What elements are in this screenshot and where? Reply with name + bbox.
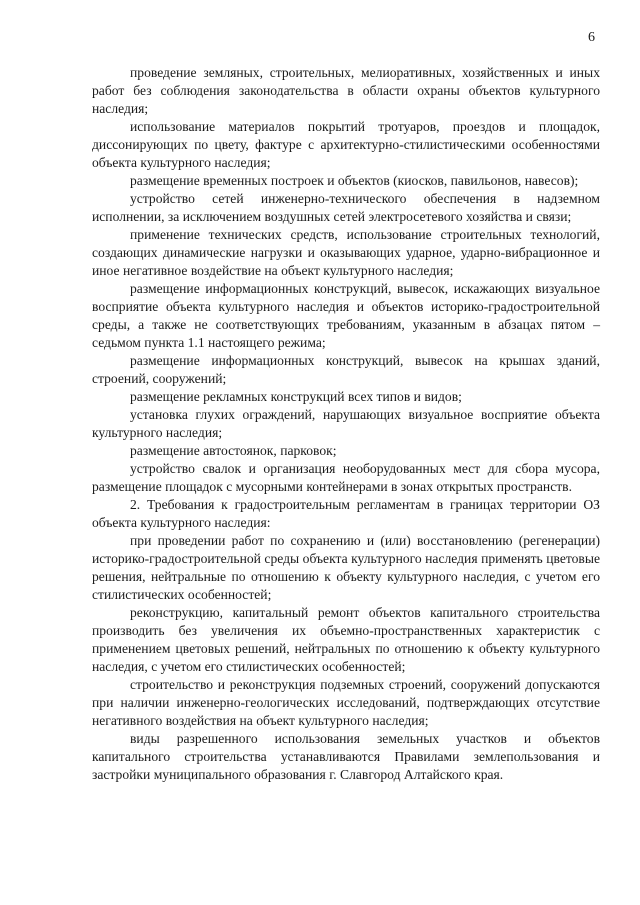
paragraph: применение технических средств, использование строительных технологий, создающих динамические нагрузки и оказывающих ударное, ударно-вибрационное и иное негативное воздействие на объект культурного наследия;: [92, 227, 600, 278]
page-number: 6: [588, 30, 595, 45]
paragraph: размещение информационных конструкций, вывесок, искажающих визуальное восприятие объекта культурного наследия и объектов историко-градостроительной среды, а также не соответствующих требованиям, указанным в абзацах пятом – седьмом пункта 1.1 настоящего режима;: [92, 281, 600, 350]
section-heading: 2. Требования к градостроительным регламентам в границах территории ОЗ объекта культурного наследия:: [92, 497, 600, 530]
paragraph: устройство свалок и организация необорудованных мест для сбора мусора, размещение площадок с мусорными контейнерами в зонах открытых пространств.: [92, 461, 600, 494]
paragraph: виды разрешенного использования земельных участков и объектов капитального строительства устанавливаются Правилами землепользования и застройки муниципального образования г. Славгород Алтайского края.: [92, 731, 600, 782]
paragraph: размещение автостоянок, парковок;: [130, 443, 337, 458]
paragraph: реконструкцию, капитальный ремонт объектов капитального строительства производить без увеличения их объемно-пространственных характеристик с применением цветовых решений, нейтральных по отношению к объекту культурного наследия, с учетом его стилистических особенностей;: [92, 605, 600, 674]
paragraph: использование материалов покрытий тротуаров, проездов и площадок, диссонирующих по цвету, фактуре с архитектурно-стилистическими особенностями объекта культурного наследия;: [92, 119, 600, 170]
paragraph: устройство сетей инженерно-технического обеспечения в надземном исполнении, за исключением воздушных сетей электросетевого хозяйства и связи;: [92, 191, 600, 224]
paragraph: размещение рекламных конструкций всех типов и видов;: [130, 389, 462, 404]
paragraph: при проведении работ по сохранению и (или) восстановлению (регенерации) историко-градостроительной среды объекта культурного наследия применять цветовые решения, нейтральные по отношению к объекту культурного наследия, с учетом его стилистических особенностей;: [92, 533, 600, 602]
paragraph: установка глухих ограждений, нарушающих визуальное восприятие объекта культурного наследия;: [92, 407, 600, 440]
paragraph: размещение временных построек и объектов (киосков, павильонов, навесов);: [130, 173, 579, 188]
document-body: [92, 64, 600, 784]
paragraph: проведение земляных, строительных, мелиоративных, хозяйственных и иных работ без соблюдения законодательства в области охраны объектов культурного наследия;: [92, 65, 600, 116]
paragraph: размещение информационных конструкций, вывесок на крышах зданий, строений, сооружений;: [92, 353, 600, 386]
paragraph: строительство и реконструкция подземных строений, сооружений допускаются при наличии инженерно-геологических исследований, подтверждающих отсутствие негативного воздействия на объект культурного наследия;: [92, 677, 600, 728]
